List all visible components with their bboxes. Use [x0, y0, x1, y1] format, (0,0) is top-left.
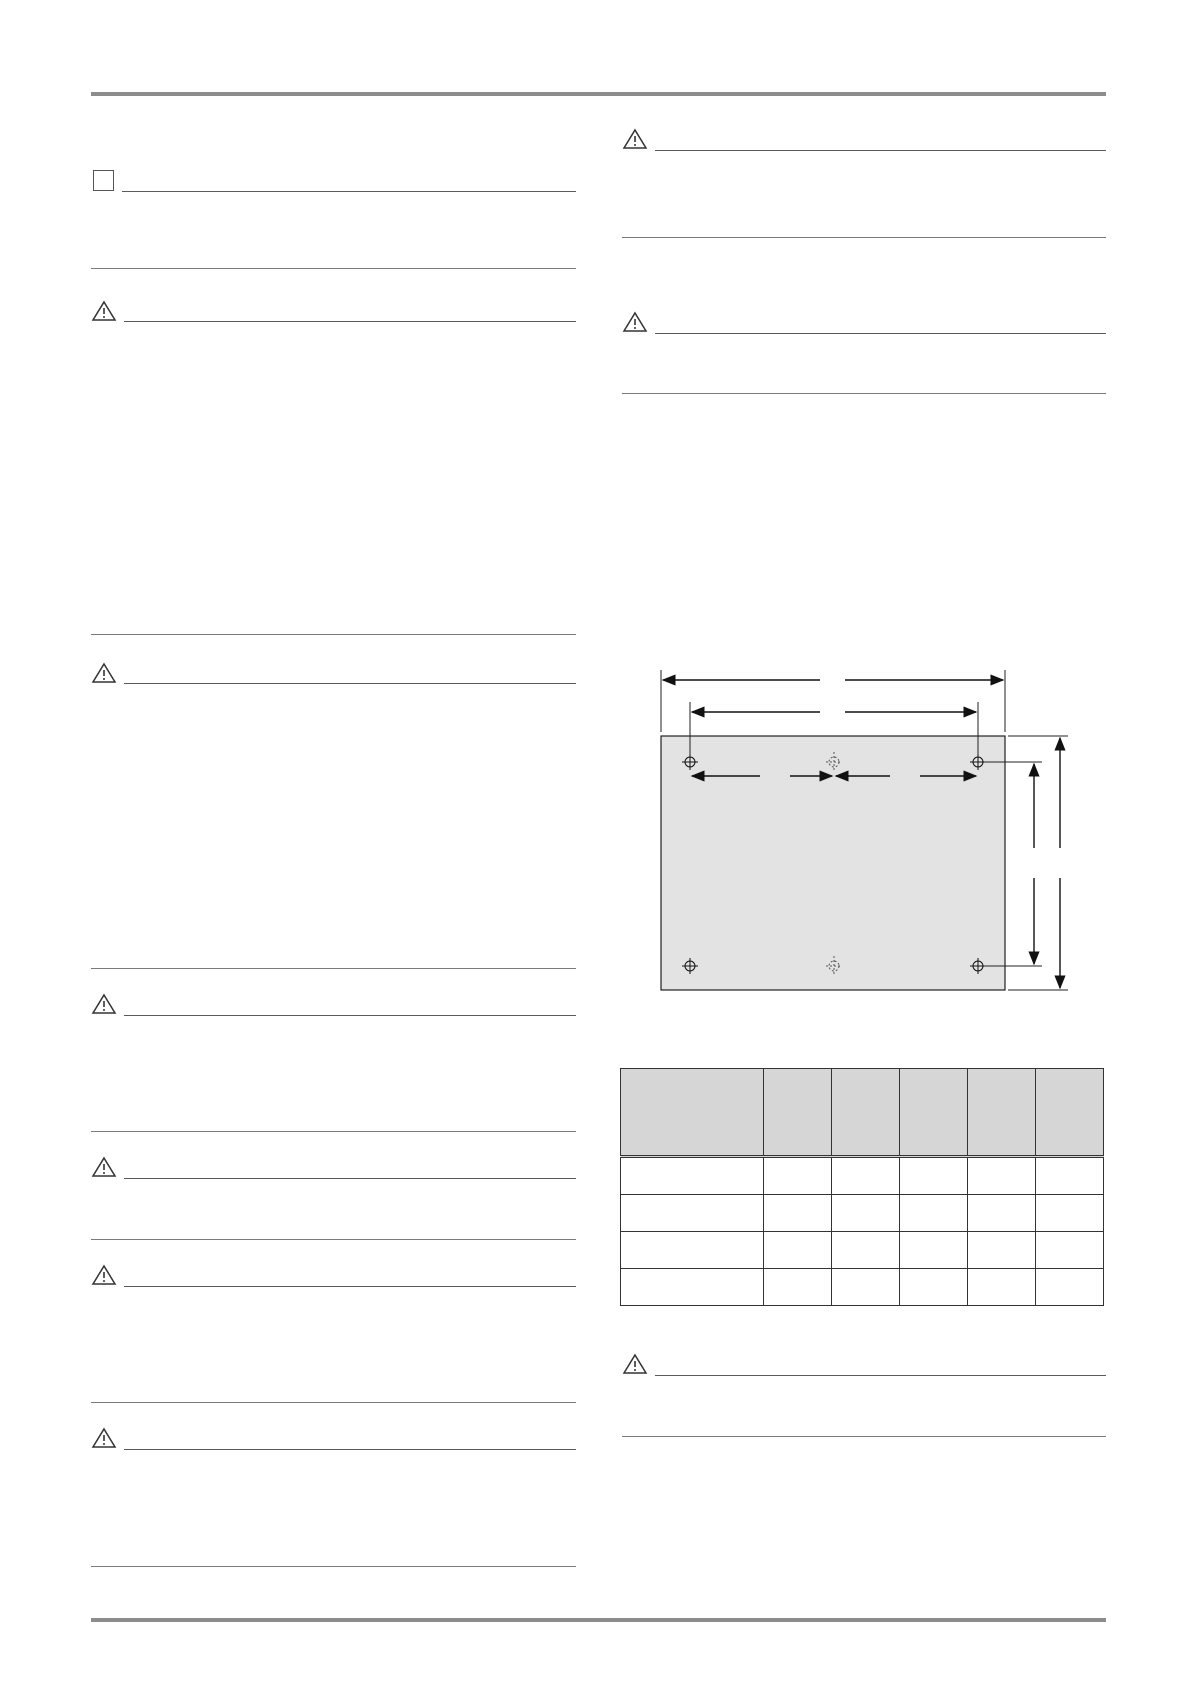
- warning-heading-rule: [124, 1286, 576, 1287]
- section-divider: [91, 1402, 576, 1403]
- section-divider: [91, 1239, 576, 1240]
- mounting-plate: [661, 736, 1005, 990]
- footer-rule: [91, 1618, 1106, 1622]
- table-header-cell: [1036, 1069, 1104, 1157]
- table-cell: [832, 1195, 900, 1232]
- table-cell: [764, 1195, 832, 1232]
- warning-heading-rule: [655, 333, 1106, 334]
- table-cell: [968, 1157, 1036, 1195]
- section-divider: [622, 393, 1106, 394]
- warning-heading-rule: [655, 150, 1106, 151]
- table-cell: [832, 1157, 900, 1195]
- table-header-cell: [621, 1069, 764, 1157]
- warning-triangle-icon: [622, 311, 648, 333]
- table-cell: [1036, 1232, 1104, 1269]
- header-rule: [91, 92, 1106, 96]
- table-row: [621, 1269, 1104, 1306]
- warning-triangle-icon: [91, 662, 117, 684]
- table-cell: [900, 1157, 968, 1195]
- warning-triangle-icon: [91, 1427, 117, 1449]
- table-row: [621, 1195, 1104, 1232]
- table-cell: [621, 1269, 764, 1306]
- warning-heading-rule: [124, 321, 576, 322]
- table-cell: [832, 1269, 900, 1306]
- table-cell: [621, 1232, 764, 1269]
- section-divider: [91, 634, 576, 635]
- section-divider: [91, 1566, 576, 1567]
- section-divider: [91, 268, 576, 269]
- table-row: [621, 1232, 1104, 1269]
- section-divider: [622, 237, 1106, 238]
- table-header-cell: [764, 1069, 832, 1157]
- table-header-cell: [900, 1069, 968, 1157]
- table-cell: [900, 1195, 968, 1232]
- table-cell: [621, 1157, 764, 1195]
- table-cell: [832, 1232, 900, 1269]
- table-cell: [621, 1195, 764, 1232]
- section-divider: [91, 1131, 576, 1132]
- warning-heading-rule: [124, 1178, 576, 1179]
- table-cell: [968, 1269, 1036, 1306]
- table-header-cell: [832, 1069, 900, 1157]
- note-heading-rule: [122, 191, 576, 192]
- warning-triangle-icon: [91, 300, 117, 322]
- warning-triangle-icon: [622, 128, 648, 150]
- table-cell: [968, 1195, 1036, 1232]
- warning-heading-rule: [124, 1015, 576, 1016]
- table-cell: [764, 1232, 832, 1269]
- table-cell: [968, 1232, 1036, 1269]
- table-cell: [1036, 1195, 1104, 1232]
- warning-heading-rule: [124, 1449, 576, 1450]
- dimension-table: [620, 1068, 1104, 1306]
- table-cell: [900, 1269, 968, 1306]
- note-square-icon: [93, 170, 114, 191]
- table-header-cell: [968, 1069, 1036, 1157]
- warning-triangle-icon: [91, 993, 117, 1015]
- warning-triangle-icon: [622, 1353, 648, 1375]
- warning-heading-rule: [124, 683, 576, 684]
- mounting-plate-diagram: [640, 660, 1080, 1000]
- table-cell: [1036, 1157, 1104, 1195]
- table-cell: [764, 1269, 832, 1306]
- table-cell: [900, 1232, 968, 1269]
- warning-triangle-icon: [91, 1156, 117, 1178]
- warning-triangle-icon: [91, 1264, 117, 1286]
- table-cell: [764, 1157, 832, 1195]
- table-cell: [1036, 1269, 1104, 1306]
- table-row: [621, 1157, 1104, 1195]
- section-divider: [622, 1436, 1106, 1437]
- section-divider: [91, 968, 576, 969]
- table-header-row: [621, 1069, 1104, 1157]
- warning-heading-rule: [655, 1375, 1106, 1376]
